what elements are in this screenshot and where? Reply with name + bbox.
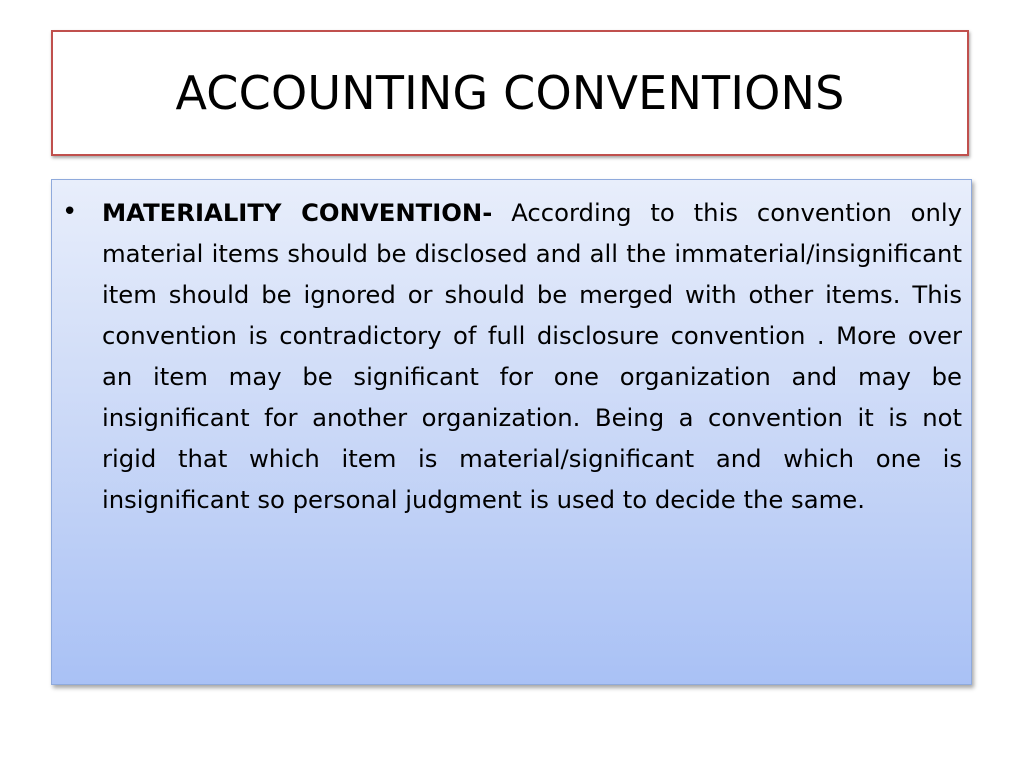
bullet-point-icon: • [62, 197, 78, 227]
bullet-item [62, 192, 962, 520]
slide-title-box [51, 30, 969, 156]
bullet-paragraph [102, 192, 962, 520]
slide-title: ACCOUNTING CONVENTIONS [175, 66, 845, 120]
slide-content-box [51, 179, 972, 685]
bullet-heading: MATERIALITY CONVENTION- [102, 198, 493, 227]
bullet-body: According to this convention only material items should be disclosed and all the immaterial/insignificant item should be ignored or should be merged with other items. This convention is contradictory of full disclosure convention . More over an item may be significant for one organization and may be insignificant for another organization. Being a convention it is not rigid that which item is material/significant and which one is insignificant so personal judgment is used to decide the same. [102, 198, 962, 514]
